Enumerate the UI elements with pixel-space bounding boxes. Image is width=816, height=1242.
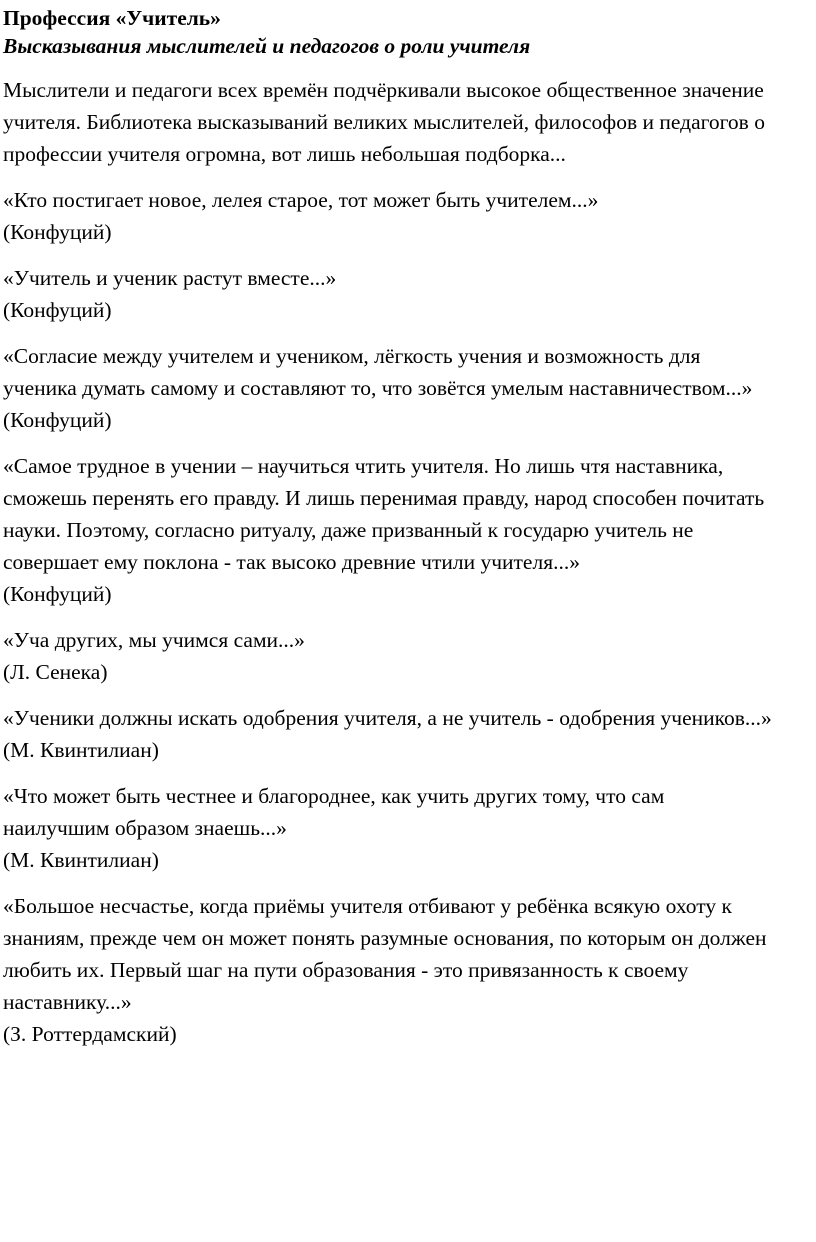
quote-text: «Ученики должны искать одобрения учителя, а не учитель - одобрения учеников...» xyxy=(3,706,772,730)
quote-text: «Согласие между учителем и учеником, лёгкость учения и возможность для ученика думать самому и составляют то, что зовётся умелым наставничеством...» xyxy=(3,344,753,400)
quote-block xyxy=(3,624,776,688)
quote-author: (Конфуций) xyxy=(3,298,112,322)
quote-text: «Что может быть честнее и благороднее, как учить других тому, что сам наилучшим образом знаешь...» xyxy=(3,784,665,840)
quote-block xyxy=(3,780,776,876)
quote-block xyxy=(3,450,776,610)
quote-text: «Учитель и ученик растут вместе...» xyxy=(3,266,337,290)
quote-author: (Л. Сенека) xyxy=(3,660,108,684)
quote-text: «Большое несчастье, когда приёмы учителя отбивают у ребёнка всякую охоту к знаниям, прежде чем он может понять разумные основания, по которым он должен любить их. Первый шаг на пути образования - это привязанность к своему наставнику...» xyxy=(3,894,767,1014)
quote-author: (М. Квинтилиан) xyxy=(3,848,159,872)
quote-author: (Конфуций) xyxy=(3,220,112,244)
quote-text: «Самое трудное в учении – научиться чтить учителя. Но лишь чтя наставника, сможешь перенять его правду. И лишь перенимая правду, народ способен почитать науки. Поэтому, согласно ритуалу, даже призванный к государю учитель не совершает ему поклона - так высоко древние чтили учителя...» xyxy=(3,454,765,574)
quote-block xyxy=(3,262,776,326)
quote-block xyxy=(3,184,776,248)
quote-block xyxy=(3,340,776,436)
quote-author: (Конфуций) xyxy=(3,582,112,606)
intro-paragraph: Мыслители и педагоги всех времён подчёркивали высокое общественное значение учителя. Библиотека высказываний великих мыслителей, философов и педагогов о профессии учителя огромна, вот лишь небольшая подборка... xyxy=(3,78,765,166)
quote-author: (З. Роттердамский) xyxy=(3,1022,177,1046)
document-title: Профессия «Учитель» xyxy=(3,6,221,30)
quote-block xyxy=(3,702,776,766)
quote-text: «Кто постигает новое, лелея старое, тот может быть учителем...» xyxy=(3,188,599,212)
document-subtitle: Высказывания мыслителей и педагогов о роли учителя xyxy=(3,34,531,58)
quote-author: (Конфуций) xyxy=(3,408,112,432)
quote-text: «Уча других, мы учимся сами...» xyxy=(3,628,305,652)
quote-block xyxy=(3,890,776,1050)
quote-author: (М. Квинтилиан) xyxy=(3,738,159,762)
